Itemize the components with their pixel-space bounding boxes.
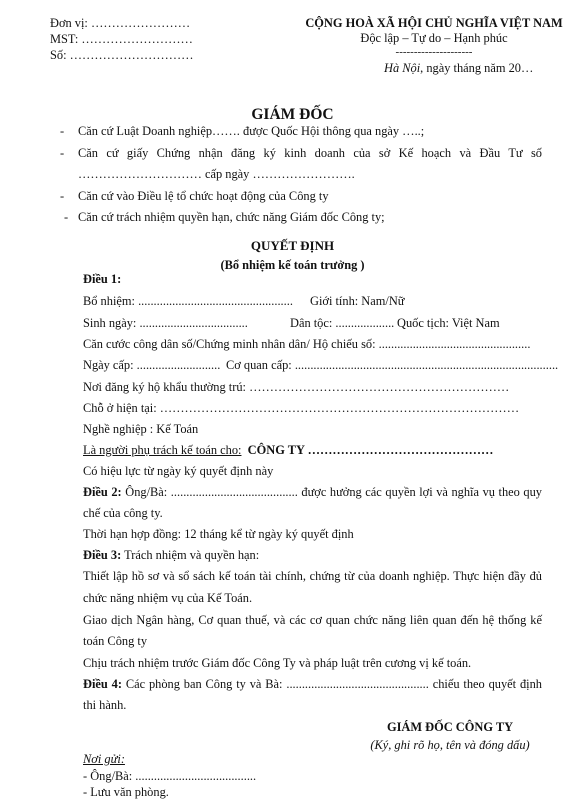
id-number-field: Căn cước công dân số/Chứng minh nhân dân/ Hộ chiếu số: ................................................. — [83, 337, 531, 351]
article-2-line-continuation: chế của công ty. — [83, 506, 163, 520]
duty-text-continuation: toán Công ty — [83, 634, 148, 648]
preamble-item-continuation: ………………………… cấp ngày ……………………. — [78, 167, 355, 181]
recipient-item: - Ông/Bà: ....................................... — [83, 769, 257, 783]
company-line — [83, 443, 493, 458]
current-address-field: Chỗ ở hiện tại: …………………………………………………………………………… — [83, 401, 520, 415]
preamble-item: Căn cứ trách nhiệm quyền hạn, chức năng Giám đốc Công ty; — [78, 210, 385, 224]
article-4-line: Điều 4: Các phòng ban Công ty và Bà: .............................................. chiếu theo quyết định — [83, 677, 542, 691]
article-3-heading: Điều 3: — [83, 548, 122, 562]
signature-note: (Ký, ghi rõ họ, tên và đóng dấu) — [370, 738, 530, 752]
preamble-item: Căn cứ vào Điều lệ tổ chức hoạt động của Công ty — [78, 189, 329, 203]
authority-title: GIÁM ĐỐC — [251, 106, 334, 123]
article-2-line: Điều 2: Ông/Bà: ......................................... được hưởng các quyền lợi và nghĩa vụ theo quy — [83, 485, 542, 499]
effective-date-text: Có hiệu lực từ ngày ký quyết định này — [83, 464, 274, 478]
preamble-item: Căn cứ giấy Chứng nhận đăng ký kinh doanh của sở Kế hoạch và Đầu Tư số — [78, 146, 542, 160]
preamble-dash: - — [64, 210, 69, 224]
unit-line: Đơn vị: …………………… — [50, 16, 191, 30]
preamble-dash: - — [60, 124, 65, 138]
document-number-line: Số: ………………………… — [50, 48, 194, 62]
appointee-field: Bổ nhiệm: .................................................. — [83, 294, 293, 308]
permanent-residence-field: Nơi đăng ký hộ khẩu thường trú: ……………………………………………………… — [83, 380, 510, 394]
gender-field: Giới tính: Nam/Nữ — [310, 294, 405, 308]
company-name-field: CÔNG TY ……………………………………… — [247, 443, 494, 457]
occupation-field: Nghề nghiệp : Kế Toán — [83, 422, 199, 436]
national-motto: Độc lập – Tự do – Hạnh phúc — [360, 31, 508, 45]
duty-text: Giao dịch Ngân hàng, Cơ quan thuế, và các cơ quan chức năng liên quan đến hệ thống kế — [83, 613, 542, 627]
duty-text: Thiết lập hồ sơ và sổ sách kế toán tài chính, chứng từ của doanh nghiệp. Thực hiện đầy đủ — [83, 569, 542, 583]
ethnicity-field: Dân tộc: ................... — [290, 316, 395, 330]
decision-subtitle: (Bổ nhiệm kế toán trưởng ) — [220, 258, 365, 272]
article-4-heading: Điều 4: — [83, 677, 122, 691]
decision-title: QUYẾT ĐỊNH — [250, 238, 335, 253]
birth-date-field: Sinh ngày: ................................... — [83, 316, 248, 330]
recipients-label: Nơi gửi: — [83, 752, 125, 766]
duty-text: Chịu trách nhiệm trước Giám đốc Công Ty và pháp luật trên cương vị kế toán. — [83, 656, 472, 670]
recipient-item: - Lưu văn phòng. — [83, 785, 169, 799]
issue-date-field: Ngày cấp: ........................... — [83, 358, 221, 372]
article-1-heading: Điều 1: — [83, 272, 122, 286]
article-2-heading: Điều 2: — [83, 485, 122, 499]
preamble-dash: - — [60, 146, 65, 160]
place-date — [384, 61, 533, 76]
header-separator: --------------------- — [395, 46, 473, 58]
issue-place-field: Cơ quan cấp: ..................................................................................... — [226, 358, 559, 372]
date-blank: , ngày tháng năm 20… — [420, 61, 534, 75]
national-title: CỘNG HOÀ XÃ HỘI CHỦ NGHĨA VIỆT NAM — [305, 16, 563, 30]
article-4-line-continuation: thi hành. — [83, 698, 127, 712]
preamble-dash: - — [60, 189, 65, 203]
place-name: Hà Nội — [384, 61, 421, 75]
contract-term: Thời hạn hợp đồng: 12 tháng kể từ ngày ký quyết định — [83, 527, 354, 541]
nationality-field: Quốc tịch: Việt Nam — [397, 316, 500, 330]
duty-text-continuation: chức năng nhiệm vụ của Kế Toán. — [83, 591, 253, 605]
signature-title: GIÁM ĐỐC CÔNG TY — [386, 720, 514, 734]
tax-code-line: MST: ……………………… — [50, 32, 193, 46]
article-3-line: Điều 3: Trách nhiệm và quyền hạn: — [83, 548, 260, 562]
preamble-item: Căn cứ Luật Doanh nghiệp……. được Quốc Hội thông qua ngày …..; — [78, 124, 425, 138]
chief-accountant-for-label: Là người phụ trách kế toán cho: — [83, 443, 242, 457]
